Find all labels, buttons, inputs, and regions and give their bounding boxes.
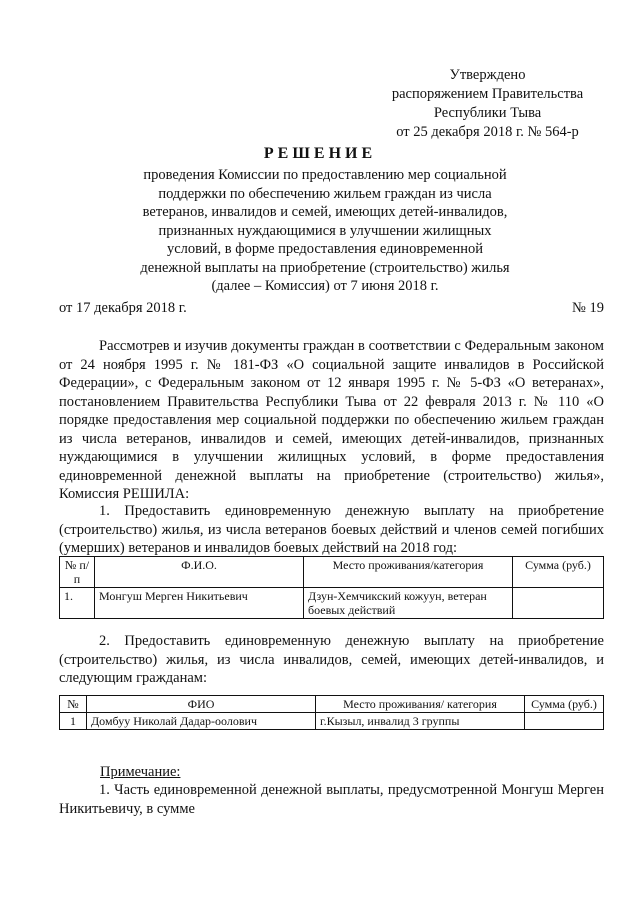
cell-name: Монгуш Мерген Никитьевич	[95, 588, 304, 619]
header-number: №	[60, 696, 87, 713]
table-row	[60, 713, 604, 730]
approval-line-1: Утверждено	[449, 67, 526, 83]
document-number: № 19	[572, 300, 604, 316]
preamble-paragraph: Рассмотрев и изучив документы граждан в соответствии с Федеральным законом от 24 ноября 1995 г. № 181-ФЗ «О социальной защите инвалидов в Российской Федерации», с Федеральным законом от 12 января 1995 г. № 5-ФЗ «О ветеранах», постановлением Правительства Республики Тыва от 22 февраля 2013 г. № 110 «О порядке предоставления мер социальной поддержки по обеспечению жильем граждан из числа ветеранов, инвалидов и семей, имеющих детей-инвалидов, признанных нуждающимися в улучшении жилищных условий, в форме предоставления единовременной денежной выплаты на приобретение (строительство) жилья», Комиссия РЕШИЛА:	[59, 338, 604, 502]
approval-line-2: распоряжением Правительства	[391, 86, 584, 102]
table-header-row	[60, 696, 604, 713]
header-number: № п/п	[60, 557, 95, 588]
document-title: РЕШЕНИЕ	[263, 145, 377, 162]
document-subtitle: проведения Комиссии по предоставлению мер социальной поддержки по обеспечению жильем граждан из числа ветеранов, инвалидов и семей, имеющих детей-инвалидов, признанных нуждающимися в улучшении жилищных условий, в форме предоставления единовременной денежной выплаты на приобретение (строительство) жилья (далее – Комиссия) от 7 июня 2018 г.	[140, 167, 510, 294]
table-header-row	[60, 557, 604, 588]
disabled-table	[59, 695, 604, 730]
approval-line-3: Республики Тыва	[433, 105, 542, 121]
cell-number: 1.	[60, 588, 95, 619]
decision-item-1: 1. Предоставить единовременную денежную выплату на приобретение (строительство) жилья, из числа ветеранов боевых действий и членов семей погибших (умерших) ветеранов и инвалидов боевых действий на 2018 год:	[59, 503, 604, 556]
table-row	[60, 588, 604, 619]
note-heading: Примечание:	[100, 764, 181, 780]
header-amount: Сумма (руб.)	[513, 557, 604, 588]
note-text: 1. Часть единовременной денежной выплаты, предусмотренной Монгуш Мерген Никитьевичу, в сумме	[59, 782, 604, 817]
header-residence: Место проживания/категория	[304, 557, 513, 588]
header-name: ФИО	[87, 696, 316, 713]
decision-item-2: 2. Предоставить единовременную денежную выплату на приобретение (строительство) жилья, из числа инвалидов, семей, имеющих детей-инвалидов, и следующим гражданам:	[59, 633, 604, 686]
approval-line-4: от 25 декабря 2018 г. № 564-р	[396, 124, 579, 140]
header-amount: Сумма (руб.)	[525, 696, 604, 713]
approval-stamp	[375, 66, 600, 142]
cell-amount	[525, 713, 604, 730]
veterans-table	[59, 556, 604, 619]
header-residence: Место проживания/ категория	[316, 696, 525, 713]
cell-number: 1	[60, 713, 87, 730]
cell-residence: г.Кызыл, инвалид 3 группы	[316, 713, 525, 730]
cell-amount	[513, 588, 604, 619]
date-line	[59, 300, 604, 317]
header-name: Ф.И.О.	[95, 557, 304, 588]
cell-name: Домбуу Николай Дадар-оолович	[87, 713, 316, 730]
document-date: от 17 декабря 2018 г.	[59, 300, 187, 316]
cell-residence: Дзун-Хемчикский кожуун, ветеран боевых действий	[304, 588, 513, 619]
